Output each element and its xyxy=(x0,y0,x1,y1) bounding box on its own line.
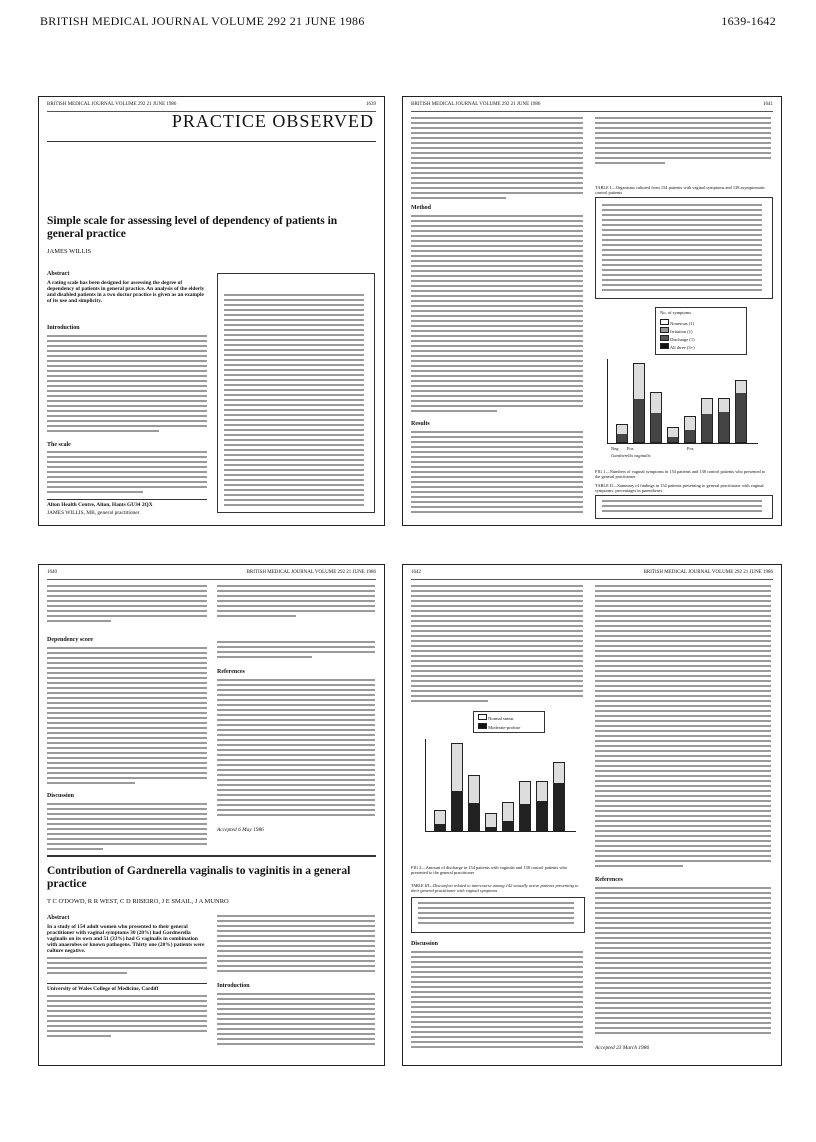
figure-bar xyxy=(701,398,713,443)
accepted-date: Accepted 23 March 1986 xyxy=(595,1045,650,1051)
legend-item: Normal smear xyxy=(488,716,514,721)
figure-bar-segment xyxy=(719,412,729,442)
figure-bar-segment xyxy=(702,414,712,442)
figure-1 xyxy=(595,307,771,467)
figure-bar xyxy=(735,380,747,443)
table-rows xyxy=(602,500,762,515)
divider xyxy=(47,141,376,142)
heading-introduction: Introduction xyxy=(217,983,250,989)
column-2-text xyxy=(595,117,771,167)
legend-item: Discharge (1) xyxy=(670,337,695,342)
table-2 xyxy=(595,495,773,519)
intro-text xyxy=(47,335,207,435)
figure1-plot xyxy=(607,359,758,444)
divider xyxy=(47,983,207,984)
page-1640 xyxy=(38,564,385,1066)
references-list xyxy=(217,679,375,819)
heading-scale: The scale xyxy=(47,442,71,448)
affiliation-details xyxy=(47,995,207,1040)
figure2-plot xyxy=(425,739,576,832)
figure-bar xyxy=(519,781,531,831)
journal-header xyxy=(40,14,776,36)
column-2-abstract xyxy=(217,915,375,975)
figure-bar-segment xyxy=(503,821,513,830)
column-1-text xyxy=(411,585,583,705)
heading-discussion: Discussion xyxy=(47,793,75,799)
figure-bar xyxy=(468,775,480,831)
figure-bar xyxy=(434,810,446,831)
figure-bar-segment xyxy=(435,824,445,830)
divider xyxy=(47,499,207,500)
affiliation: University of Wales College of Medicine, Cardiff xyxy=(47,986,159,992)
heading-dependency-score: Dependency score xyxy=(47,637,94,643)
figure-bar xyxy=(667,427,679,443)
figure-bar xyxy=(502,802,514,831)
page-1639 xyxy=(38,96,385,526)
table-1 xyxy=(595,197,773,299)
author: JAMES WILLIS xyxy=(47,248,92,255)
table-rows xyxy=(418,902,574,927)
discussion-text xyxy=(411,951,583,1051)
figure-2 xyxy=(411,711,583,861)
legend-title: No. of symptoms xyxy=(660,310,692,315)
figure2-caption: FIG 2—Amount of discharge in 154 patients with vaginitis and 138 control patients who presented to the general practitioner xyxy=(411,865,567,875)
column-2-text xyxy=(217,585,375,620)
accepted-date: Accepted 6 May 1986 xyxy=(217,827,264,833)
heading-references: References xyxy=(595,877,623,883)
page-number: 1642 xyxy=(411,570,421,575)
figure-bar xyxy=(650,392,662,443)
results-text xyxy=(411,431,583,516)
table2-title: TABLE II—Summary of findings in 154 patients presenting to general practitioner with vaginal symptoms: percentages in parentheses xyxy=(595,483,764,493)
figure-bar-segment xyxy=(469,803,479,830)
references-list xyxy=(595,887,771,1037)
page-1642 xyxy=(402,564,782,1066)
figure-bar xyxy=(718,398,730,443)
legend-item: Irritation (1) xyxy=(670,329,693,334)
figure-bar-segment xyxy=(736,393,746,442)
figure-bar-segment xyxy=(452,791,462,830)
table-rows xyxy=(602,204,762,294)
figure-bar-segment xyxy=(651,413,661,442)
heading-discussion: Discussion xyxy=(411,941,439,947)
legend-item: Nonerous (1) xyxy=(670,321,694,326)
page-number: 1641 xyxy=(763,102,773,107)
legend-item: Moderate-profuse xyxy=(488,725,521,730)
running-head: 1642 BRITISH MEDICAL JOURNAL VOLUME 292 21 JUNE 1986 xyxy=(411,569,773,580)
heading-abstract: Abstract xyxy=(47,915,70,921)
acknowledgement-text xyxy=(217,641,375,661)
figure1-legend xyxy=(655,307,747,355)
table3-title: TABLE III—Discomfort related to intercourse among 142 sexually active patients presenting to their general practitioner with vaginal symptoms xyxy=(411,883,579,893)
table-3 xyxy=(411,897,585,933)
heading-method: Method xyxy=(411,205,431,211)
page-number: 1640 xyxy=(47,570,57,575)
abstract-continued xyxy=(47,957,207,977)
page-1641 xyxy=(402,96,782,526)
affiliation-role: JAMES WILLIS, MB, general practitioner xyxy=(47,510,140,516)
running-head: 1640 BRITISH MEDICAL JOURNAL VOLUME 292 21 JUNE 1986 xyxy=(47,569,376,580)
figure-bar xyxy=(684,416,696,443)
scale-text xyxy=(47,451,207,496)
column-2-text xyxy=(595,585,771,870)
introduction-text xyxy=(217,993,375,1048)
page-number: 1639 xyxy=(366,102,376,107)
table-rows xyxy=(224,294,364,509)
dependency-text xyxy=(47,647,207,787)
figure-bar-segment xyxy=(685,430,695,442)
second-article-title: Contribution of Gardnerella vaginalis to vaginitis in a general practice xyxy=(47,865,351,890)
figure-bar-segment xyxy=(634,399,644,442)
figure1-category: Pos xyxy=(627,446,634,451)
journal-title: BRITISH MEDICAL JOURNAL VOLUME 292 21 JUNE 1986 xyxy=(40,14,365,28)
figure-bar xyxy=(485,813,497,831)
second-authors: T C O'DOWD, R R WEST, C D RIBEIRO, J E SMAIL, J A MUNRO xyxy=(47,898,229,905)
running-head: BRITISH MEDICAL JOURNAL VOLUME 292 21 JUNE 1986 1639 xyxy=(47,101,376,112)
figure-bar-segment xyxy=(617,434,627,442)
dependency-table xyxy=(217,273,375,513)
method-text xyxy=(411,215,583,415)
journal-pages: 1639-1642 xyxy=(721,14,776,28)
figure-bar xyxy=(633,363,645,443)
heading-abstract: Abstract xyxy=(47,271,70,277)
figure-bar-segment xyxy=(554,783,564,830)
affiliation: Alton Health Centre, Alton, Hants GU34 2QX xyxy=(47,502,153,508)
figure-bar-segment xyxy=(537,801,547,830)
abstract-text: A rating scale has been designed for assessing the degree of dependency of patients in general practice. An analysis of the elderly and disabled patients in a two doctor practice is given as an example of its use and simplicity. xyxy=(47,280,205,304)
figure1-category: Neg xyxy=(611,446,619,451)
legend-item: All three (3+) xyxy=(669,345,695,350)
section-title: PRACTICE OBSERVED xyxy=(171,111,374,131)
heading-results: Results xyxy=(411,421,430,427)
table1-title: TABLE I—Organisms cultured from 154 patients with vaginal symptoms and 138 asymptomatic control patients xyxy=(595,185,766,195)
figure-bar xyxy=(553,762,565,831)
figure-bar xyxy=(451,743,463,831)
figure-bar xyxy=(616,424,628,443)
figure-bar-segment xyxy=(520,804,530,830)
divider xyxy=(47,855,376,857)
figure-bar-segment xyxy=(486,827,496,830)
column-1-text xyxy=(411,117,583,202)
column-1-text xyxy=(47,585,207,625)
discussion-text xyxy=(47,803,207,853)
figure-bar xyxy=(536,781,548,831)
figure1-category: Pos xyxy=(687,446,694,451)
figure1-caption: FIG 1—Numbers of vaginal symptoms in 154 patients and 138 control patients who presented to the general practitioner xyxy=(595,469,766,479)
running-head: BRITISH MEDICAL JOURNAL VOLUME 292 21 JUNE 1986 1641 xyxy=(411,101,773,112)
figure-bar-segment xyxy=(668,437,678,442)
second-abstract: In a study of 154 adult women who presented to their general practitioner with vaginal symptoms 30 (20%) had Gardnerella vaginalis on its own and 51 (33%) had G vaginalis in combination with anaerobes or known pathogens. Thirty one (20%) patients were culture negative. xyxy=(47,924,205,954)
figure2-legend xyxy=(473,711,545,733)
figure1-category: Gardnerella vaginalis xyxy=(611,453,651,458)
heading-references: References xyxy=(217,669,245,675)
article-title: Simple scale for assessing level of dependency of patients in general practice xyxy=(47,215,338,240)
heading-introduction: Introduction xyxy=(47,325,80,331)
